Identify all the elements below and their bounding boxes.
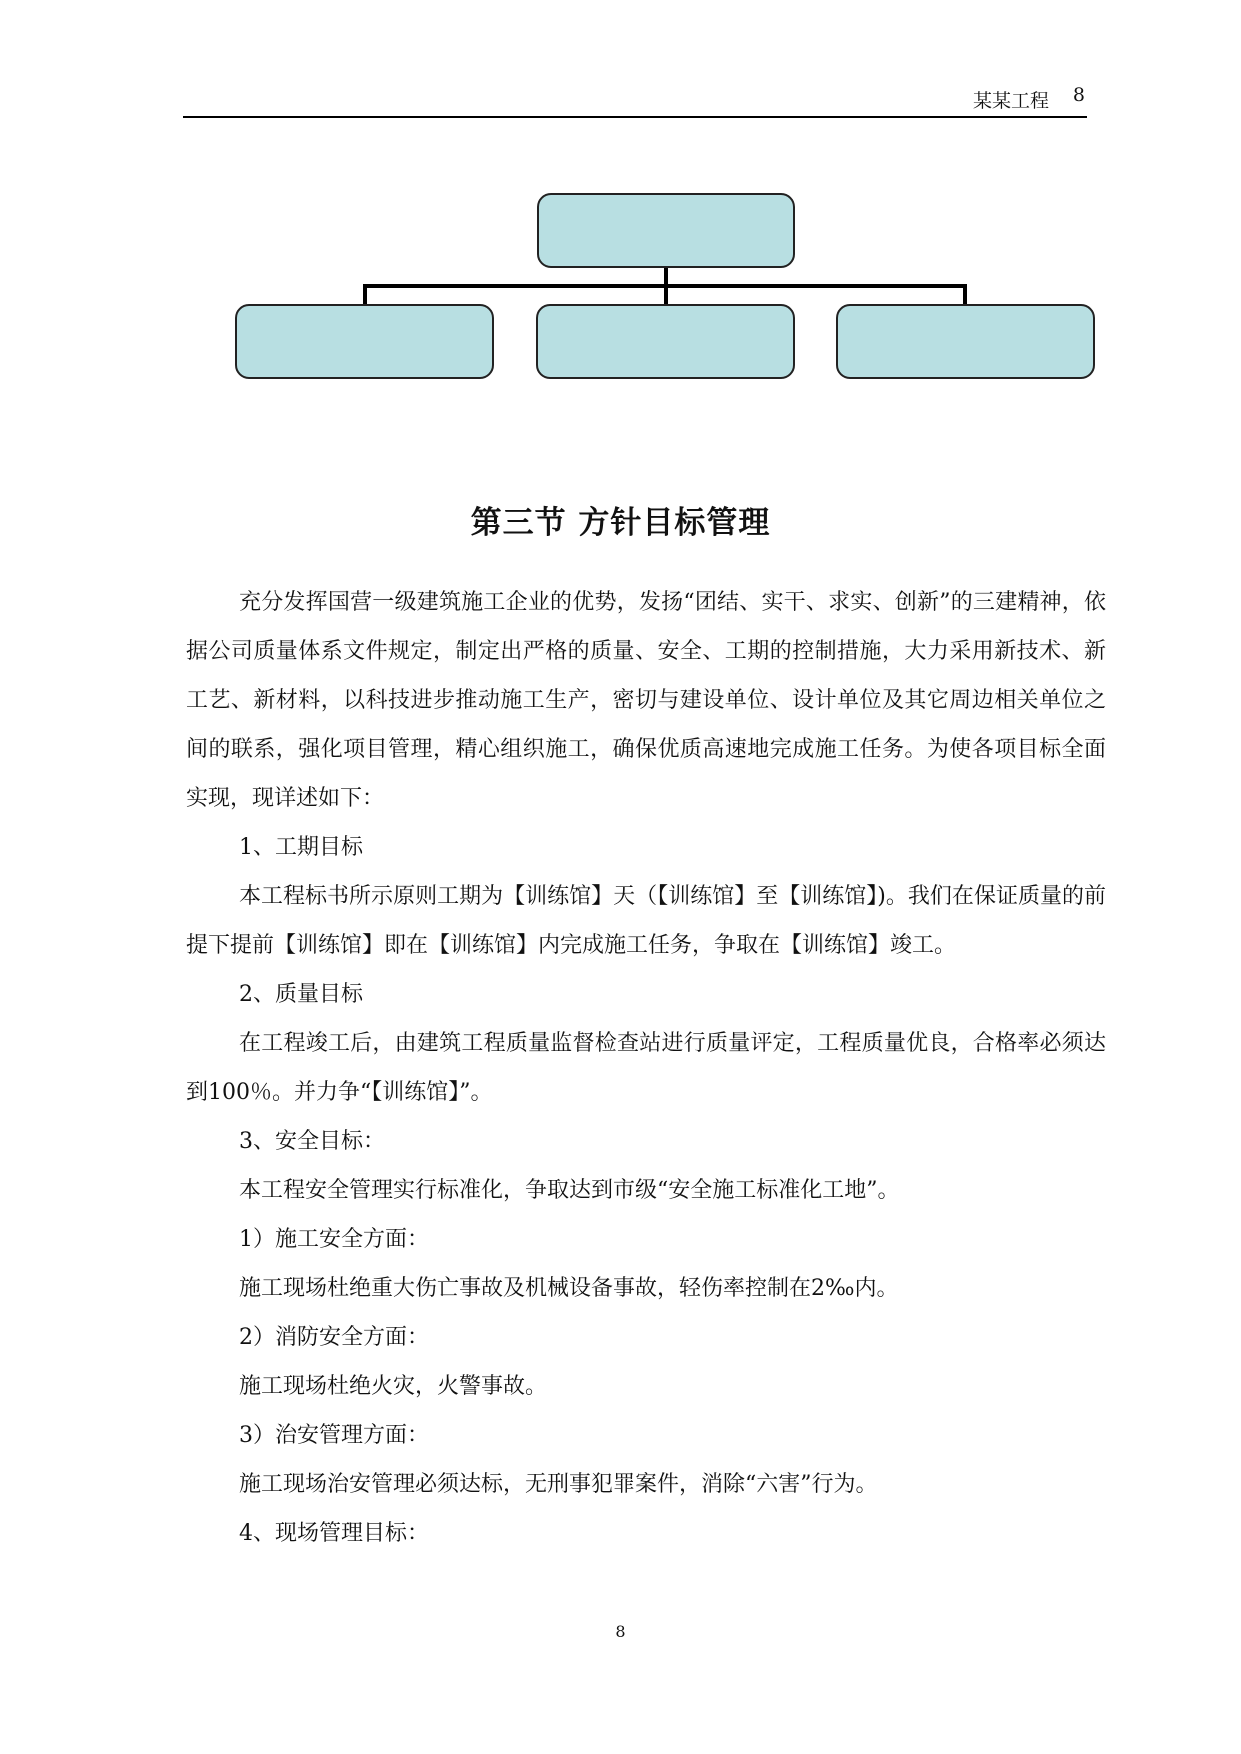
header-page-number: 8	[1072, 84, 1085, 106]
paragraph-quality: 在工程竣工后，由建筑工程质量监督检查站进行质量评定，工程质量优良，合格率必须达到100％。并力争“【训练馆】”。	[186, 1031, 1106, 1105]
org-chart-middle-drop	[664, 284, 668, 304]
paragraph-safety: 本工程安全管理实行标准化，争取达到市级“安全施工标准化工地”。	[239, 1178, 900, 1203]
paragraph-schedule: 本工程标书所示原则工期为【训练馆】天（【训练馆】至【训练馆】)。我们在保证质量的前提下提前【训练馆】即在【训练馆】内完成施工任务，争取在【训练馆】竣工。	[186, 884, 1106, 958]
paragraph-intro: 充分发挥国营一级建筑施工企业的优势，发扬“团结、实干、求实、创新”的三建精神，依据公司质量体系文件规定，制定出严格的质量、安全、工期的控制措施，大力采用新技术、新工艺、新材料，以科技进步推动施工生产，密切与建设单位、设计单位及其它周边相关单位之间的联系，强化项目管理，精心组织施工，确保优质高速地完成施工任务。为使各项目标全面实现，现详述如下：	[186, 590, 1106, 811]
org-chart-middle-box	[536, 304, 795, 379]
section-heading: 第三节 方针目标管理	[470, 505, 771, 541]
item-site-management-heading: 4、现场管理目标：	[239, 1521, 429, 1546]
item-schedule-heading: 1、工期目标	[239, 835, 363, 860]
paragraph-public-security: 施工现场治安管理必须达标，无刑事犯罪案件，消除“六害”行为。	[239, 1472, 878, 1497]
item-quality-heading: 2、质量目标	[239, 982, 363, 1007]
org-chart	[0, 0, 1241, 420]
page-footer-number: 8	[615, 1622, 626, 1641]
item-safety-heading: 3、安全目标：	[239, 1129, 385, 1154]
body-text	[186, 578, 1106, 1558]
org-chart-right-drop	[963, 284, 967, 304]
org-chart-right-box	[836, 304, 1095, 379]
paragraph-fire-safety: 施工现场杜绝火灾，火警事故。	[239, 1374, 548, 1399]
header-title: 某某工程	[972, 90, 1049, 112]
org-chart-top-box	[537, 193, 795, 268]
subitem-fire-safety: 2）消防安全方面：	[239, 1325, 429, 1350]
org-chart-left-drop	[363, 284, 367, 304]
subitem-construction-safety: 1）施工安全方面：	[239, 1227, 429, 1252]
paragraph-construction-safety: 施工现场杜绝重大伤亡事故及机械设备事故，轻伤率控制在2‰内。	[239, 1276, 899, 1301]
subitem-public-security: 3）治安管理方面：	[239, 1423, 429, 1448]
org-chart-left-box	[235, 304, 494, 379]
